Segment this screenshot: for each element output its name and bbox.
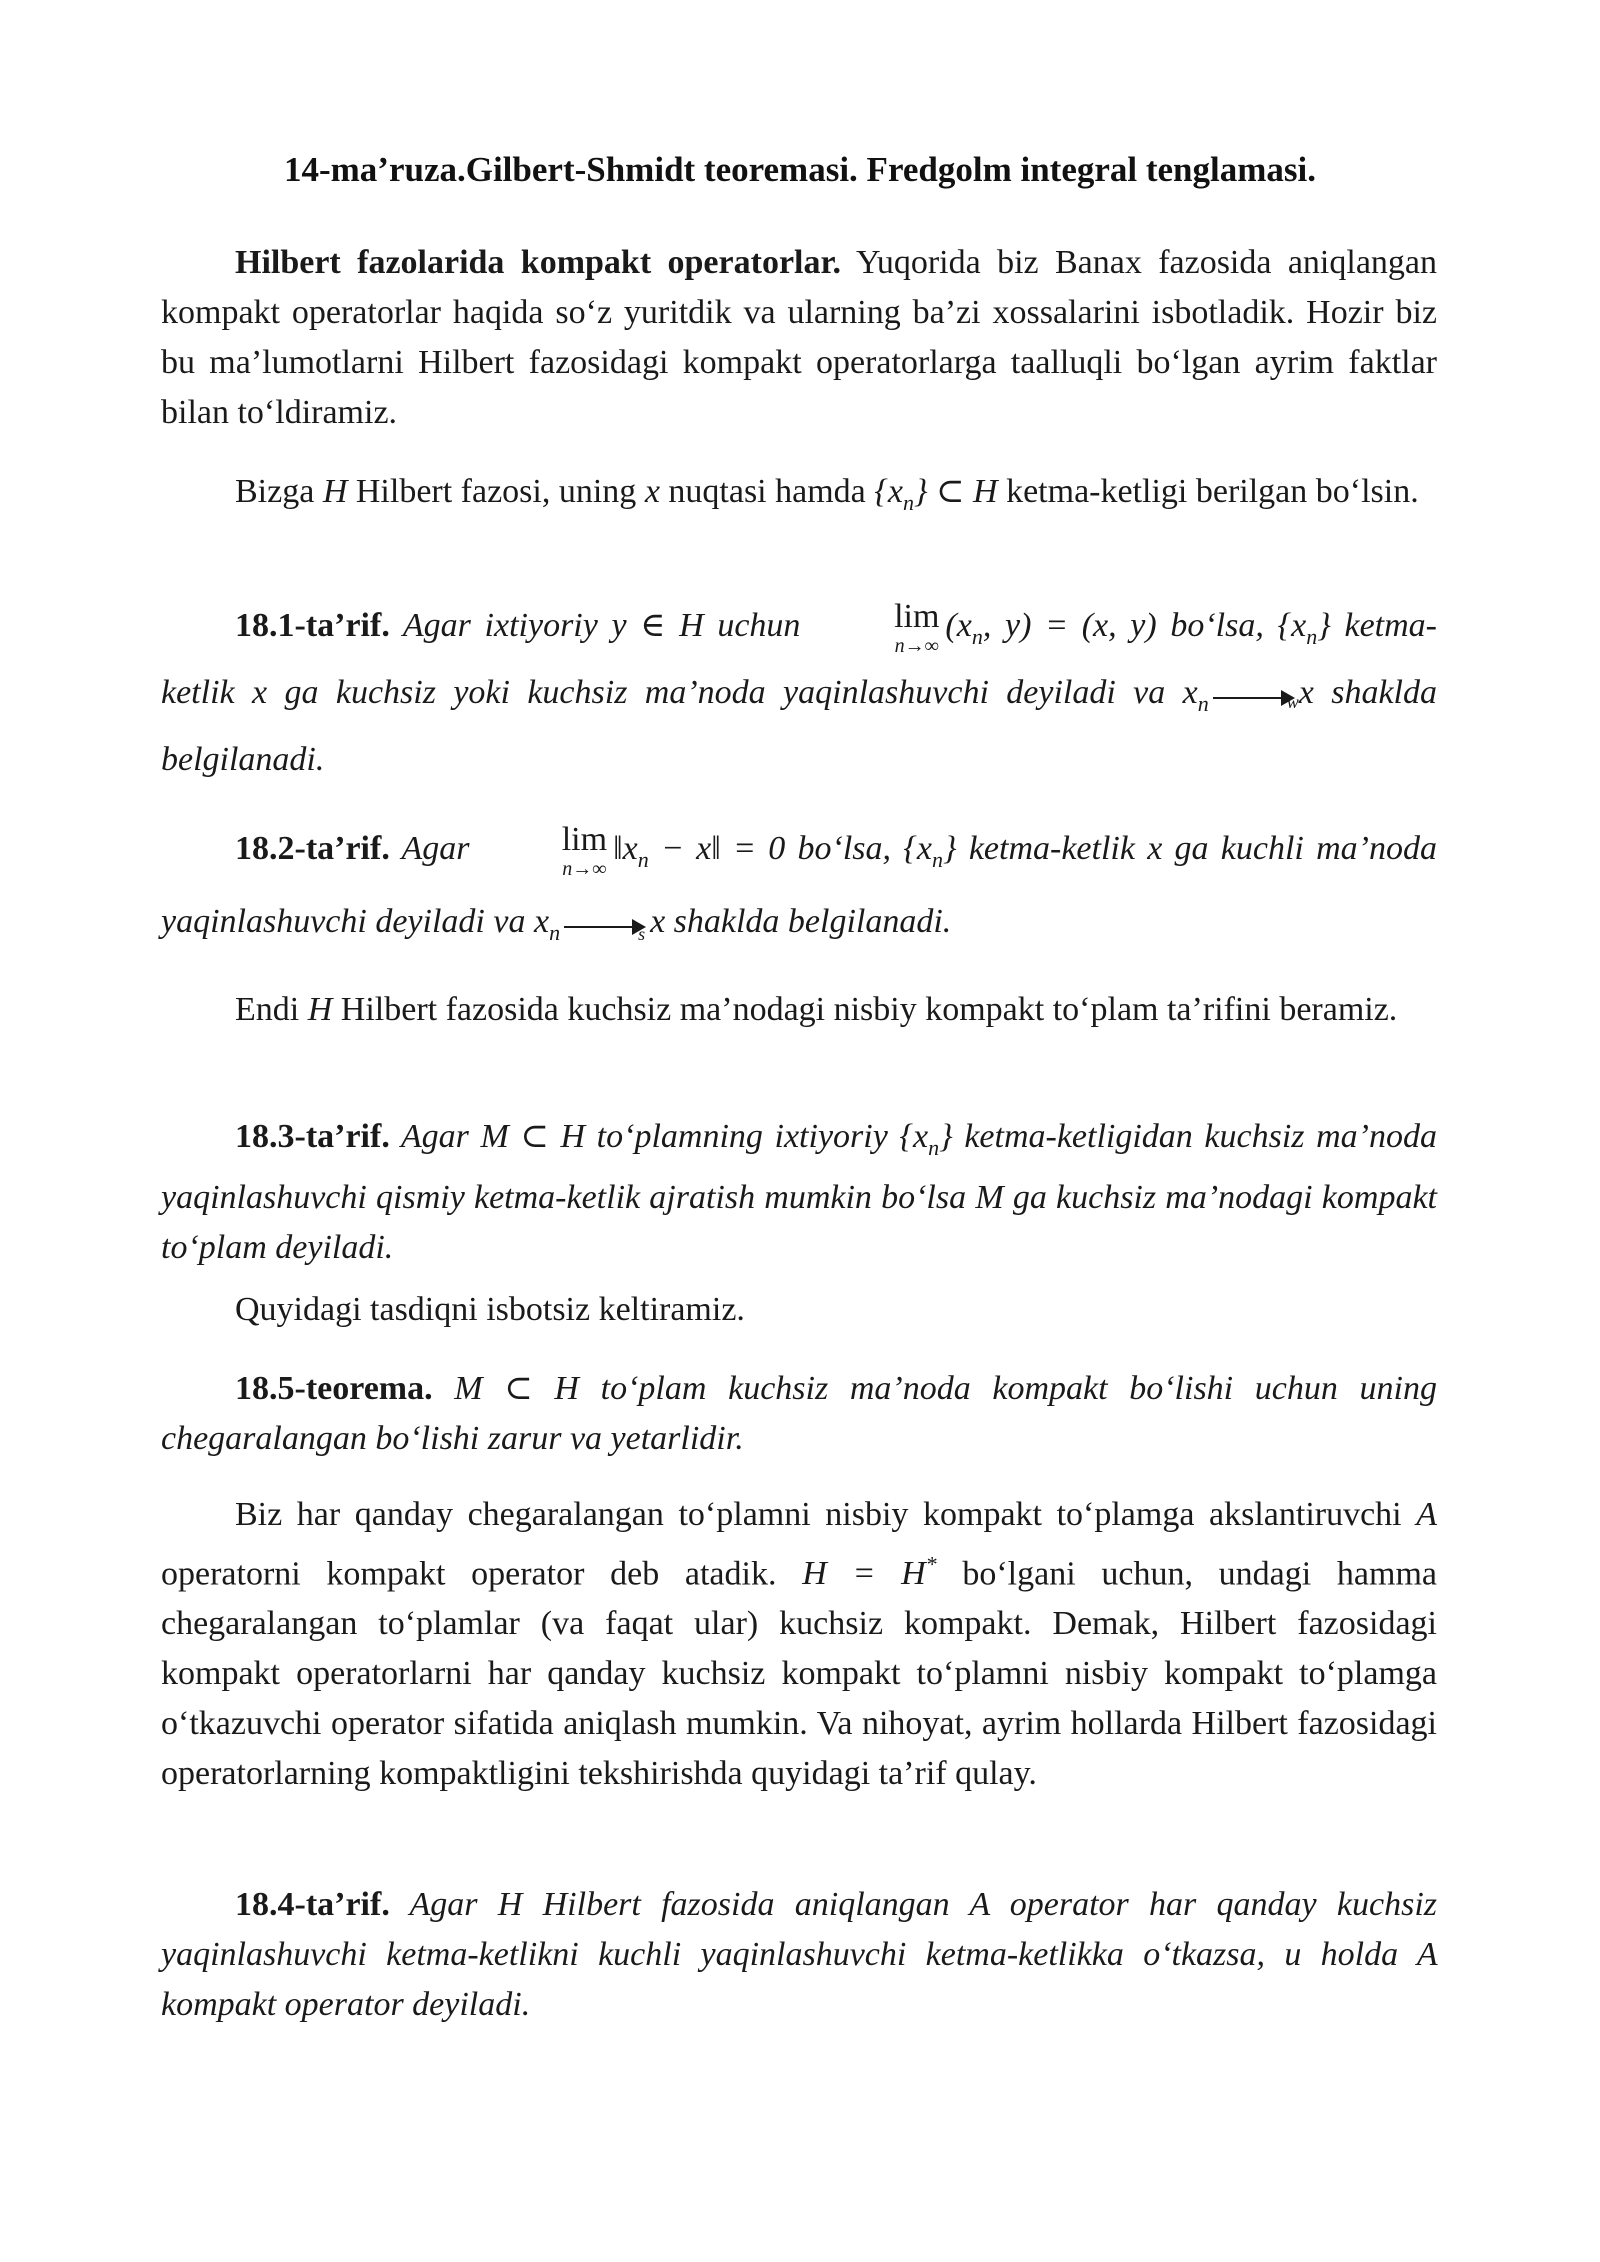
text: Hilbert fazosida kuchsiz ma’nodagi nisbiy kompakt to‘plam ta’rifini beramiz. (332, 991, 1398, 1028)
text: Agar (389, 830, 482, 867)
math-H-self-dual: H = H* (802, 1552, 937, 1593)
definition-18-4 (161, 1880, 1437, 2030)
page-title: 14-ma’ruza.Gilbert-Shmidt teoremasi. Fredgolm integral tenglamasi. (283, 150, 1316, 189)
paragraph-text: Yuqorida biz Banax fazosida aniqlangan kompakt operatorlar haqida so‘z yuritdik va ularning ba’zi xossalarini isbotladik. Hozir biz bu ma’lumotlarni Hilbert fazosidagi kompakt operatorlarga taalluqli bo‘lgan ayrim faktlar bilan to‘ldiramiz. (161, 244, 1437, 431)
math-A: A (1416, 1496, 1437, 1533)
math-M-subset-H: M ⊂ H (480, 1118, 586, 1155)
text: shaklda belgilanadi. (161, 673, 1437, 778)
text: shaklda belgilanadi. (665, 902, 952, 940)
text: ketma-ketlik (161, 607, 1437, 711)
text: bo‘lsa, (785, 830, 904, 867)
definition-18-2 (161, 818, 1437, 964)
arrow-icon: w (1213, 680, 1295, 710)
math-x: x (252, 673, 268, 711)
theorem-18-5 (161, 1364, 1437, 1464)
paragraph-weak-compact-intro (161, 985, 1437, 1035)
text: Agar (389, 1886, 498, 1923)
math-sequence: $\{x_n\}$ (899, 1118, 953, 1160)
math-M: M (975, 1178, 1004, 1216)
definition-heading: 18.4-ta’rif. (235, 1886, 390, 1923)
math-norm-limit: $‖x_n$ − x‖ = 0 (613, 830, 786, 872)
text: ga kuchli ma’noda yaqinlashuvchi deyiladi va (161, 830, 1438, 940)
definition-heading: 18.3-ta’rif. (235, 1118, 390, 1155)
paragraph-setup (161, 467, 1437, 528)
text: nuqtasi hamda (659, 473, 875, 510)
text: Quyidagi tasdiqni isbotsiz keltiramiz. (235, 1291, 745, 1328)
paragraph-compact-operator-definition (161, 1490, 1437, 1799)
text: to‘plam kuchsiz ma’noda kompakt bo‘lishi uchun uning chegaralangan bo‘lishi zarur va yetarlidir. (161, 1370, 1437, 1457)
text: ga kuchsiz ma’nodagi kompakt to‘plam deyiladi. (161, 1178, 1437, 1266)
text: uchun (703, 607, 815, 644)
paragraph-theorem-intro (161, 1285, 1437, 1335)
text: operatorni kompakt operator deb atadik. (161, 1555, 803, 1593)
math-H: H (322, 473, 348, 510)
math-sequence-subset: $\{x_n\}$ ⊂ H (874, 473, 998, 515)
definition-heading: 18.2-ta’rif. (235, 830, 390, 867)
text: Bizga (235, 473, 323, 510)
paragraph-compact-operators (161, 238, 1437, 438)
math-H: H (307, 991, 333, 1028)
limit-expression: lim n→∞ (561, 821, 608, 881)
limit-expression: lim n→∞ (894, 598, 940, 658)
text: Hilbert fazosi, uning (347, 473, 645, 510)
text: Agar (389, 1118, 481, 1155)
text: Agar ixtiyoriy (389, 607, 612, 644)
math-x: x (644, 473, 660, 510)
text: operator har qanday kuchsiz yaqinlashuvchi ketma-ketlikni kuchli yaqinlashuvchi ketma-ketlikka o‘tkazsa, u holda (161, 1886, 1437, 1973)
math-x: x (1147, 830, 1163, 867)
text: Biz har qanday chegaralangan to‘plamni nisbiy kompakt to‘plamga akslantiruvchi (235, 1496, 1417, 1533)
definition-18-1 (161, 598, 1437, 788)
definition-18-3 (161, 1112, 1437, 1273)
math-H: H (497, 1886, 523, 1923)
text: Endi (235, 991, 308, 1028)
theorem-heading: 18.5-teorema. (235, 1370, 433, 1407)
math-y-in-H: y ∈ H (611, 607, 704, 644)
math-weak-convergence: $x_n$ w x (1182, 673, 1314, 716)
text: Hilbert fazosida aniqlangan (522, 1886, 970, 1923)
math-M-subset-H: M ⊂ H (454, 1370, 579, 1407)
arrow-icon: s (564, 909, 646, 939)
text: ketma-ketligi berilgan bo‘lsin. (997, 473, 1419, 510)
math-sequence: $\{x_n\}$ (1277, 607, 1331, 649)
math-A: A (969, 1886, 990, 1923)
text: ketma-ketlik (956, 830, 1148, 867)
heading-hilbert-compact: Hilbert fazolarida kompakt operatorlar. (235, 244, 841, 281)
text: bo‘lsa, (1156, 607, 1278, 644)
math-strong-convergence: $x_n$ s x (533, 902, 666, 945)
math-sequence: $\{x_n\}$ (903, 830, 957, 872)
math-A: A (1416, 1936, 1437, 1973)
math-inner-product: ($x_n$, y) = (x, y) (945, 607, 1157, 649)
text: ga kuchsiz yoki kuchsiz ma’noda yaqinlashuvchi deyiladi va (267, 673, 1183, 711)
text: bo‘lgani uchun, undagi hamma chegaralangan to‘plamlar (va faqat ular) kuchsiz kompakt. Demak, Hilbert fazosidagi kompakt operatorlarni har qanday kuchsiz kompakt to‘plamni nisbiy kompakt to‘plamga o‘tkazuvchi operator sifatida aniqlash mumkin. Va nihoyat, ayrim hollarda Hilbert fazosidagi operatorlarning kompaktligini tekshirishda quyidagi ta’rif qulay. (161, 1555, 1437, 1793)
definition-heading: 18.1-ta’rif. (235, 607, 390, 644)
text: to‘plamning ixtiyoriy (585, 1118, 900, 1155)
text: ketma-ketligidan kuchsiz ma’noda yaqinlashuvchi qismiy ketma-ketlik ajratish mumkin bo‘lsa (161, 1118, 1438, 1216)
text: kompakt operator deyiladi. (161, 1986, 531, 2023)
